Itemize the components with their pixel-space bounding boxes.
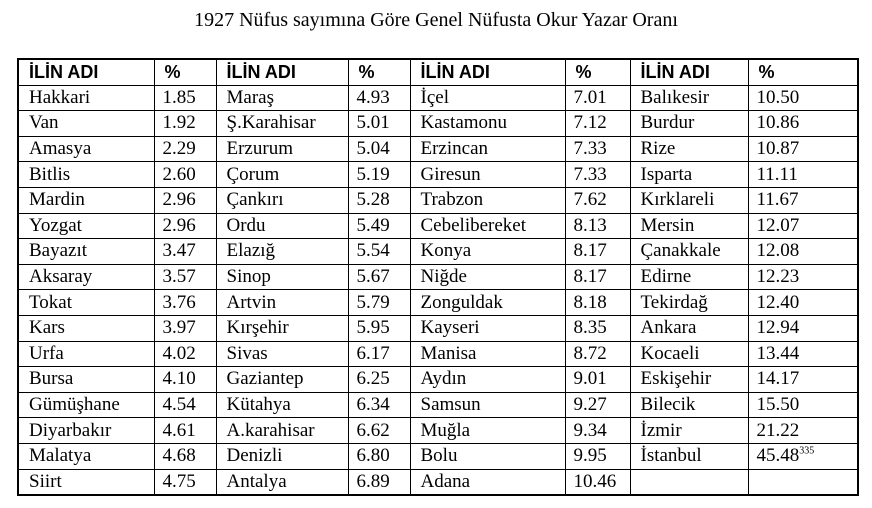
percent-cell <box>748 290 858 316</box>
percent-cell <box>154 290 216 316</box>
province-cell <box>630 187 748 213</box>
percent-cell <box>565 264 630 290</box>
percent-cell <box>154 162 216 188</box>
province-name: Van <box>29 112 59 134</box>
percent-cell <box>348 290 410 316</box>
percent-value: 5.54 <box>356 240 390 262</box>
province-cell <box>216 392 348 418</box>
province-name: Tekirdağ <box>640 291 708 313</box>
province-name: Bayazıt <box>29 240 88 262</box>
percent-cell <box>748 367 858 393</box>
percent-value: 3.47 <box>162 240 196 262</box>
percent-value: 10.46 <box>573 470 617 492</box>
table-row <box>18 392 858 418</box>
province-cell <box>630 341 748 367</box>
province-name: Erzincan <box>420 138 489 160</box>
province-name: Antalya <box>226 470 287 492</box>
percent-cell <box>348 341 410 367</box>
province-cell <box>630 418 748 444</box>
province-cell <box>216 315 348 341</box>
percent-value: 13.44 <box>756 342 800 364</box>
province-cell <box>18 213 154 239</box>
table-row <box>18 111 858 137</box>
province-name: Sinop <box>226 266 271 288</box>
percent-value: 6.89 <box>356 470 390 492</box>
province-cell <box>18 290 154 316</box>
province-name: Ş.Karahisar <box>226 112 316 134</box>
province-cell <box>216 85 348 111</box>
percent-cell <box>348 469 410 495</box>
percent-cell <box>154 315 216 341</box>
province-cell <box>410 213 565 239</box>
province-cell <box>630 239 748 265</box>
table-row <box>18 85 858 111</box>
province-cell <box>410 162 565 188</box>
province-name: Konya <box>420 240 472 262</box>
percent-value: 5.95 <box>356 317 390 339</box>
percent-value: 7.33 <box>573 138 607 160</box>
literacy-table <box>17 58 859 496</box>
province-name: Amasya <box>29 138 92 160</box>
percent-cell <box>748 418 858 444</box>
percent-value: 1.85 <box>162 86 196 108</box>
percent-value: 10.50 <box>756 86 800 108</box>
table-row <box>18 136 858 162</box>
percent-value: 45.48 <box>756 445 800 467</box>
percent-cell <box>154 367 216 393</box>
province-cell <box>18 85 154 111</box>
percent-value: 6.34 <box>356 394 390 416</box>
province-name: Niğde <box>420 266 467 288</box>
province-name: Tokat <box>29 291 72 313</box>
percent-value: 6.62 <box>356 419 390 441</box>
percent-value: 6.17 <box>356 342 390 364</box>
table-row <box>18 187 858 213</box>
province-cell <box>18 392 154 418</box>
percent-cell <box>748 443 858 469</box>
province-cell <box>630 213 748 239</box>
percent-value: 8.35 <box>573 317 607 339</box>
percent-cell <box>154 392 216 418</box>
province-cell <box>410 85 565 111</box>
province-cell <box>630 367 748 393</box>
province-cell <box>18 341 154 367</box>
column-header-percent: % <box>154 59 216 85</box>
province-cell <box>410 418 565 444</box>
percent-value: 5.28 <box>356 189 390 211</box>
province-cell <box>216 187 348 213</box>
percent-value: 7.33 <box>573 163 607 185</box>
percent-value: 7.12 <box>573 112 607 134</box>
percent-value: 2.96 <box>162 214 196 236</box>
percent-cell <box>154 264 216 290</box>
province-cell <box>630 315 748 341</box>
percent-cell <box>154 111 216 137</box>
column-header-province: İLİN ADI <box>18 59 154 85</box>
province-name: Edirne <box>640 266 692 288</box>
table-header-row <box>18 59 858 85</box>
percent-value: 12.94 <box>756 317 800 339</box>
province-cell <box>410 315 565 341</box>
percent-value: 5.01 <box>356 112 390 134</box>
percent-cell <box>565 111 630 137</box>
province-cell <box>630 469 748 495</box>
province-name: Urfa <box>29 342 64 364</box>
province-cell <box>410 443 565 469</box>
percent-cell <box>565 85 630 111</box>
province-name: Kayseri <box>420 317 480 339</box>
percent-value: 12.08 <box>756 240 800 262</box>
province-cell <box>18 136 154 162</box>
province-cell <box>18 239 154 265</box>
table-row <box>18 418 858 444</box>
percent-value: 2.29 <box>162 138 196 160</box>
percent-cell <box>565 213 630 239</box>
province-name: Kırklareli <box>640 189 715 211</box>
percent-value: 21.22 <box>756 419 800 441</box>
percent-value: 12.40 <box>756 291 800 313</box>
percent-cell <box>565 315 630 341</box>
percent-cell <box>154 213 216 239</box>
table-row <box>18 162 858 188</box>
province-name: Gümüşhane <box>29 394 120 416</box>
province-name: Bitlis <box>29 163 71 185</box>
percent-value: 8.18 <box>573 291 607 313</box>
percent-value: 14.17 <box>756 368 800 390</box>
province-name: Balıkesir <box>640 86 710 108</box>
province-name: İstanbul <box>640 445 702 467</box>
province-cell <box>630 392 748 418</box>
province-cell <box>18 162 154 188</box>
percent-value: 2.60 <box>162 163 196 185</box>
province-name: Kocaeli <box>640 342 700 364</box>
province-name: Isparta <box>640 163 693 185</box>
percent-cell <box>748 469 858 495</box>
percent-cell <box>348 418 410 444</box>
page-title: 1927 Nüfus sayımına Göre Genel Nüfusta Okur Yazar Oranı <box>194 9 678 31</box>
percent-cell <box>748 162 858 188</box>
province-name: Çanakkale <box>640 240 721 262</box>
province-name: Erzurum <box>226 138 293 160</box>
province-cell <box>410 264 565 290</box>
province-name: Kars <box>29 317 65 339</box>
percent-value: 6.80 <box>356 445 390 467</box>
province-cell <box>410 187 565 213</box>
percent-value: 10.86 <box>756 112 800 134</box>
province-cell <box>18 187 154 213</box>
percent-value: 8.17 <box>573 266 607 288</box>
percent-value: 6.25 <box>356 368 390 390</box>
province-cell <box>216 213 348 239</box>
province-name: Çorum <box>226 163 280 185</box>
percent-value: 9.01 <box>573 368 607 390</box>
province-name: Manisa <box>420 342 477 364</box>
province-name: Artvin <box>226 291 277 313</box>
province-cell <box>410 392 565 418</box>
percent-cell <box>748 315 858 341</box>
percent-cell <box>565 341 630 367</box>
percent-cell <box>154 136 216 162</box>
percent-value: 12.23 <box>756 266 800 288</box>
percent-value: 15.50 <box>756 394 800 416</box>
province-cell <box>216 443 348 469</box>
province-cell <box>630 136 748 162</box>
province-cell <box>410 469 565 495</box>
percent-cell <box>565 392 630 418</box>
percent-cell <box>565 469 630 495</box>
percent-value: 4.61 <box>162 419 196 441</box>
province-cell <box>216 162 348 188</box>
percent-value: 10.87 <box>756 138 800 160</box>
percent-cell <box>348 367 410 393</box>
percent-value: 7.62 <box>573 189 607 211</box>
percent-value: 8.17 <box>573 240 607 262</box>
province-cell <box>410 341 565 367</box>
percent-value: 5.67 <box>356 266 390 288</box>
column-header-percent: % <box>565 59 630 85</box>
percent-cell <box>748 264 858 290</box>
percent-value: 4.68 <box>162 445 196 467</box>
percent-cell <box>748 136 858 162</box>
province-cell <box>216 239 348 265</box>
percent-value: 11.67 <box>756 189 799 211</box>
percent-cell <box>348 213 410 239</box>
province-name: Eskişehir <box>640 368 712 390</box>
province-cell <box>18 264 154 290</box>
province-name: Mardin <box>29 189 85 211</box>
province-name: Burdur <box>640 112 695 134</box>
province-cell <box>216 136 348 162</box>
percent-value: 7.01 <box>573 86 607 108</box>
province-name: Trabzon <box>420 189 484 211</box>
percent-cell <box>154 85 216 111</box>
province-name: Ordu <box>226 214 266 236</box>
percent-value: 3.57 <box>162 266 196 288</box>
percent-cell <box>348 315 410 341</box>
province-name: Zonguldak <box>420 291 503 313</box>
percent-value: 4.10 <box>162 368 196 390</box>
province-cell <box>18 443 154 469</box>
province-name: Bilecik <box>640 394 696 416</box>
percent-cell <box>154 443 216 469</box>
province-name: Siirt <box>29 470 62 492</box>
percent-cell <box>748 341 858 367</box>
percent-value: 3.76 <box>162 291 196 313</box>
percent-cell <box>348 111 410 137</box>
percent-cell <box>348 264 410 290</box>
table-body <box>18 85 858 495</box>
province-cell <box>410 111 565 137</box>
province-cell <box>410 290 565 316</box>
province-cell <box>18 418 154 444</box>
province-name: Ankara <box>640 317 697 339</box>
province-cell <box>18 367 154 393</box>
province-name: Kırşehir <box>226 317 289 339</box>
province-name: Sivas <box>226 342 268 364</box>
table-row <box>18 290 858 316</box>
province-cell <box>630 111 748 137</box>
percent-cell <box>748 111 858 137</box>
percent-value: 5.49 <box>356 214 390 236</box>
province-name: Cebelibereket <box>420 214 527 236</box>
province-name: Adana <box>420 470 471 492</box>
province-name: Elazığ <box>226 240 276 262</box>
percent-cell <box>348 443 410 469</box>
province-name: Bursa <box>29 368 74 390</box>
percent-cell <box>154 239 216 265</box>
percent-value: 4.93 <box>356 86 390 108</box>
province-name: A.karahisar <box>226 419 315 441</box>
percent-value: 1.92 <box>162 112 196 134</box>
province-name: Giresun <box>420 163 481 185</box>
province-name: Denizli <box>226 445 283 467</box>
percent-cell <box>348 136 410 162</box>
province-name: Yozgat <box>29 214 82 236</box>
column-header-percent: % <box>748 59 858 85</box>
province-cell <box>216 111 348 137</box>
percent-cell <box>565 239 630 265</box>
province-name: Bolu <box>420 445 458 467</box>
province-cell <box>410 367 565 393</box>
percent-cell <box>348 187 410 213</box>
percent-cell <box>154 469 216 495</box>
table-row <box>18 213 858 239</box>
percent-value: 12.07 <box>756 214 800 236</box>
footnote-marker: 335 <box>799 445 815 457</box>
province-cell <box>216 367 348 393</box>
province-name: Mersin <box>640 214 695 236</box>
percent-value: 4.54 <box>162 394 196 416</box>
percent-cell <box>154 341 216 367</box>
province-cell <box>630 85 748 111</box>
percent-value: 2.96 <box>162 189 196 211</box>
province-cell <box>216 418 348 444</box>
table-row <box>18 239 858 265</box>
province-name: Rize <box>640 138 676 160</box>
percent-cell <box>154 187 216 213</box>
percent-cell <box>348 392 410 418</box>
percent-value: 3.97 <box>162 317 196 339</box>
province-cell <box>630 290 748 316</box>
province-name: Diyarbakır <box>29 419 112 441</box>
column-header-province: İLİN ADI <box>410 59 565 85</box>
province-name: Muğla <box>420 419 471 441</box>
column-header-province: İLİN ADI <box>630 59 748 85</box>
percent-value: 8.72 <box>573 342 607 364</box>
percent-cell <box>154 418 216 444</box>
table-row <box>18 264 858 290</box>
province-cell <box>18 111 154 137</box>
province-name: Kütahya <box>226 394 291 416</box>
table-row <box>18 367 858 393</box>
column-header-percent: % <box>348 59 410 85</box>
province-cell <box>410 239 565 265</box>
table-row <box>18 469 858 495</box>
percent-value: 8.13 <box>573 214 607 236</box>
percent-cell <box>565 136 630 162</box>
province-cell <box>18 469 154 495</box>
province-cell <box>410 136 565 162</box>
province-name: Aydın <box>420 368 467 390</box>
province-name: Malatya <box>29 445 92 467</box>
table-row <box>18 315 858 341</box>
percent-value: 9.95 <box>573 445 607 467</box>
percent-value: 5.79 <box>356 291 390 313</box>
province-cell <box>18 315 154 341</box>
percent-cell <box>748 392 858 418</box>
province-name: Kastamonu <box>420 112 508 134</box>
percent-value: 11.11 <box>756 163 798 185</box>
province-cell <box>216 264 348 290</box>
percent-cell <box>348 162 410 188</box>
province-name: Hakkari <box>29 86 91 108</box>
percent-cell <box>348 239 410 265</box>
percent-cell <box>748 187 858 213</box>
percent-cell <box>565 367 630 393</box>
percent-cell <box>565 443 630 469</box>
percent-cell <box>565 418 630 444</box>
percent-cell <box>748 239 858 265</box>
percent-value: 9.34 <box>573 419 607 441</box>
province-name: Samsun <box>420 394 481 416</box>
province-name: Çankırı <box>226 189 284 211</box>
province-name: Gaziantep <box>226 368 304 390</box>
province-name: Maraş <box>226 86 274 108</box>
percent-value: 5.19 <box>356 163 390 185</box>
table-row <box>18 443 858 469</box>
percent-value: 4.75 <box>162 470 196 492</box>
percent-cell <box>748 213 858 239</box>
province-name: Aksaray <box>29 266 93 288</box>
province-name: İzmir <box>640 419 682 441</box>
province-name: İçel <box>420 86 449 108</box>
percent-cell <box>348 85 410 111</box>
province-cell <box>216 469 348 495</box>
column-header-province: İLİN ADI <box>216 59 348 85</box>
table-row <box>18 341 858 367</box>
percent-cell <box>565 290 630 316</box>
province-cell <box>630 443 748 469</box>
province-cell <box>216 290 348 316</box>
percent-value: 5.04 <box>356 138 390 160</box>
percent-value: 9.27 <box>573 394 607 416</box>
percent-cell <box>565 187 630 213</box>
percent-cell <box>565 162 630 188</box>
province-cell <box>630 162 748 188</box>
province-cell <box>630 264 748 290</box>
percent-value: 4.02 <box>162 342 196 364</box>
percent-cell <box>748 85 858 111</box>
province-cell <box>216 341 348 367</box>
